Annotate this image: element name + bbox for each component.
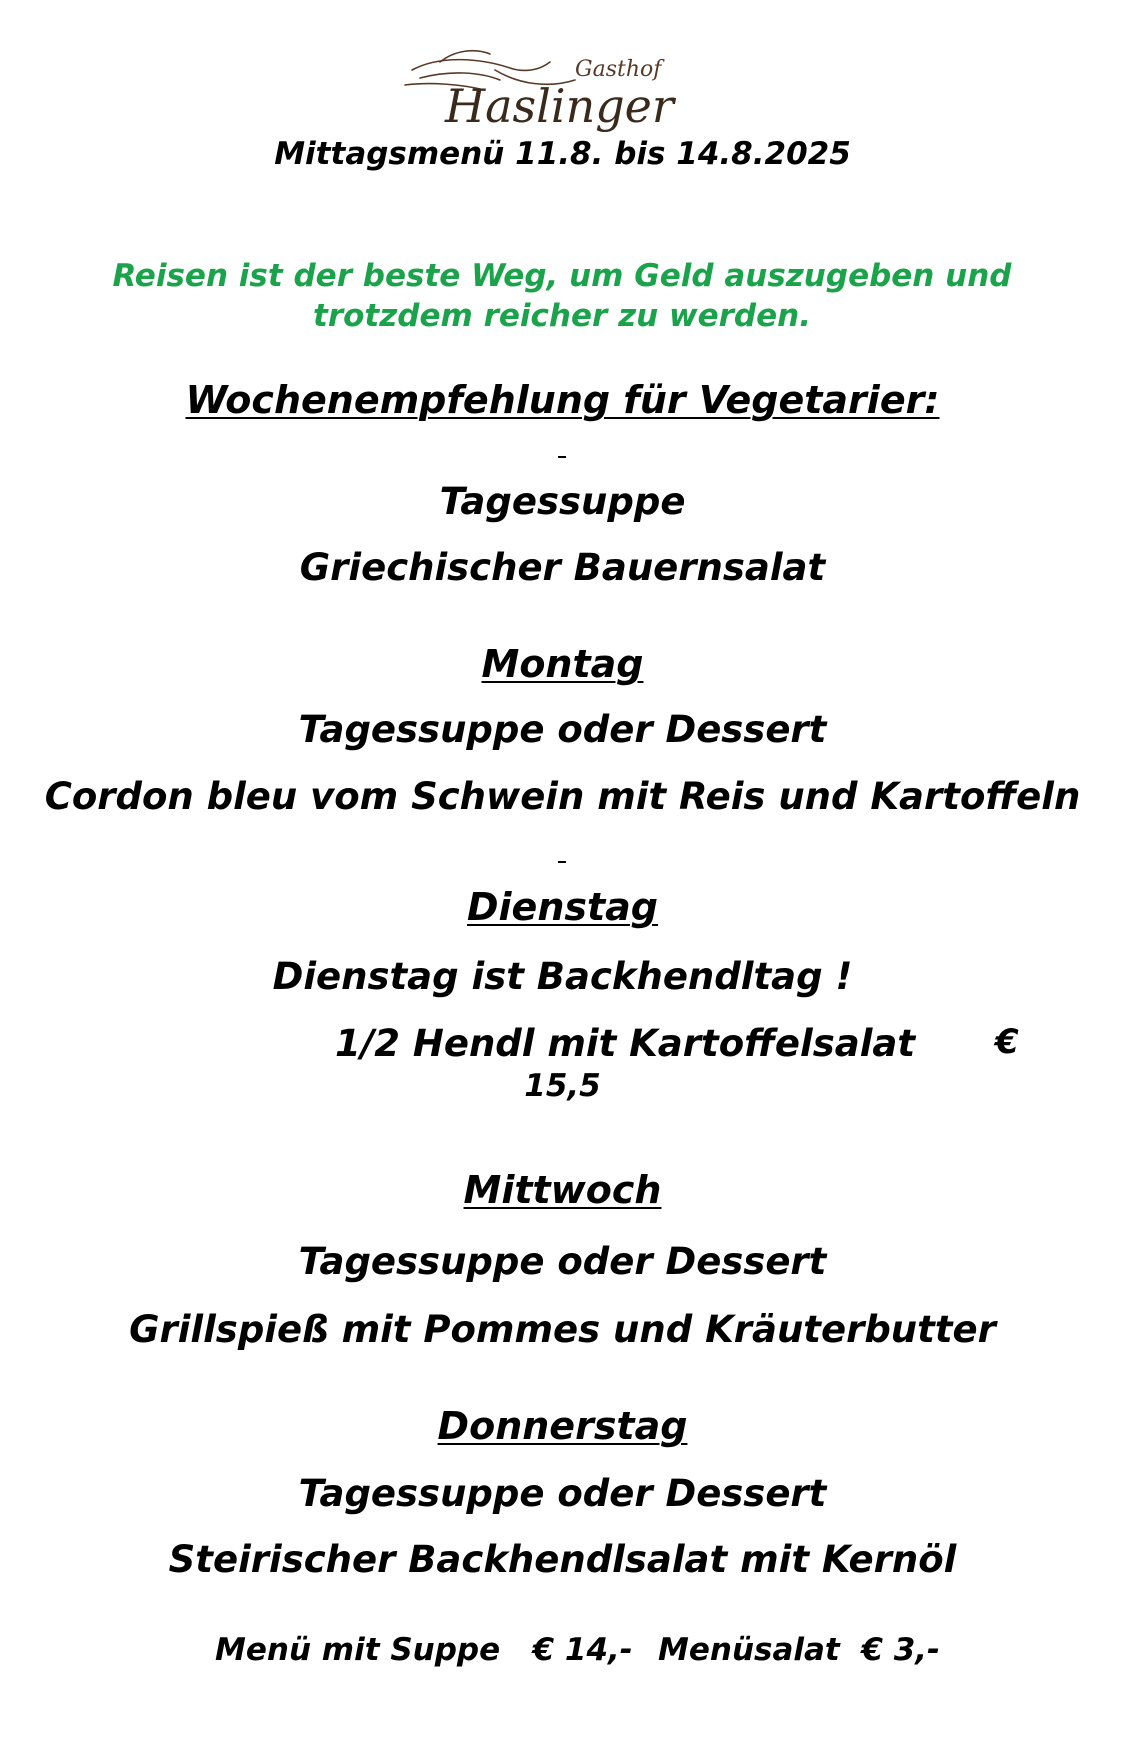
quote-text: Reisen ist der beste Weg, um Geld auszugeben und trotzdem reicher zu werden.: [112, 258, 1012, 334]
separator-dash: [558, 861, 566, 863]
logo-name-text: Haslinger: [445, 79, 674, 133]
separator-dash: [558, 456, 566, 458]
thursday-item-soup: Tagessuppe oder Dessert: [298, 1472, 827, 1515]
wednesday-item-main: Grillspieß mit Pommes und Kräuterbutter: [129, 1308, 996, 1351]
salad-price-text: Menüsalat € 3,-: [658, 1632, 940, 1668]
vegetarian-heading: Wochenempfehlung für Vegetarier:: [185, 378, 940, 422]
menu-title: Mittagsmenü 11.8. bis 14.8.2025: [274, 136, 851, 172]
tuesday-item-announcement: Dienstag ist Backhendltag !: [272, 955, 853, 998]
monday-item-main: Cordon bleu vom Schwein mit Reis und Kartoffeln: [44, 775, 1081, 818]
logo-graphic: [400, 40, 730, 140]
menu-price-text: Menü mit Suppe € 14,-: [215, 1632, 633, 1668]
tuesday-special-currency: €: [995, 1022, 1019, 1062]
tuesday-special-price: 15,5: [524, 1068, 601, 1104]
day-heading-tuesday: Dienstag: [466, 885, 659, 929]
day-heading-monday: Montag: [481, 642, 644, 686]
vegetarian-item-soup: Tagessuppe: [439, 480, 686, 523]
gasthof-logo: [400, 40, 730, 140]
logo-gasthof-text: Gasthof: [575, 57, 662, 82]
monday-item-soup: Tagessuppe oder Dessert: [298, 708, 827, 751]
tuesday-special-dish: 1/2 Hendl mit Kartoffelsalat: [335, 1022, 916, 1065]
wednesday-item-soup: Tagessuppe oder Dessert: [298, 1240, 827, 1283]
day-heading-thursday: Donnerstag: [437, 1404, 688, 1448]
day-heading-wednesday: Mittwoch: [463, 1168, 662, 1212]
thursday-item-main: Steirischer Backhendlsalat mit Kernöl: [168, 1538, 957, 1581]
vegetarian-item-salad: Griechischer Bauernsalat: [299, 546, 826, 589]
